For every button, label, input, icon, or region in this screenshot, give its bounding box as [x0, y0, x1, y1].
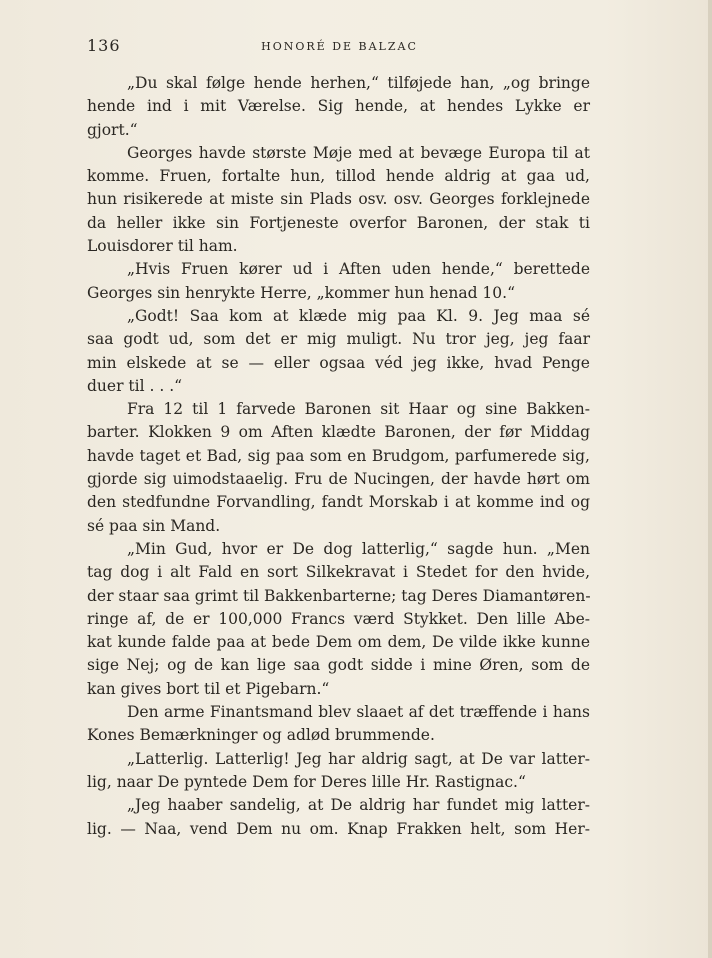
- text-line: „Du skal følge hende herhen,“ tilføjede han, „og bringe: [127, 74, 590, 92]
- running-head: HONORÉ DE BALZAC: [261, 40, 418, 53]
- body-text: [87, 72, 590, 841]
- text-line: havde taget et Bad, sig paa som en Brudgom, parfumerede sig,: [87, 446, 590, 465]
- page-header: [87, 36, 592, 56]
- text-line: hun risikerede at miste sin Plads osv. osv. Georges forklejnede: [87, 190, 590, 209]
- text-line: min elskede at se — eller ogsaa véd jeg ikke, hvad Penge: [87, 353, 590, 372]
- text-line: saa godt ud, som det er mig muligt. Nu tror jeg, jeg faar: [87, 330, 590, 349]
- text-line: lig, naar De pyntede Dem for Deres lille Hr. Rastignac.“: [87, 772, 526, 791]
- text-line: lig. — Naa, vend Dem nu om. Knap Frakken helt, som Her-: [87, 819, 590, 838]
- text-line: Kones Bemærkninger og adlød brummende.: [87, 726, 435, 745]
- text-line: Georges sin henrykte Herre, „kommer hun henad 10.“: [87, 283, 515, 302]
- text-line: da heller ikke sin Fortjeneste overfor Baronen, der stak ti: [87, 213, 590, 232]
- text-line: Georges havde største Møje med at bevæge Europa til at: [127, 143, 590, 162]
- text-line: gjort.“: [87, 120, 138, 139]
- text-line: „Latterlig. Latterlig! Jeg har aldrig sagt, at De var latter-: [127, 749, 590, 768]
- text-line: gjorde sig uimodstaaelig. Fru de Nucingen, der havde hørt om: [87, 470, 590, 489]
- text-line: sé paa sin Mand.: [87, 516, 221, 535]
- text-line: Fra 12 til 1 farvede Baronen sit Haar og sine Bakken-: [127, 400, 590, 419]
- text-line: barter. Klokken 9 om Aften klædte Baronen, der før Middag: [87, 423, 590, 442]
- page-number: 136: [87, 36, 121, 55]
- text-line: Den arme Finantsmand blev slaaet af det træffende i hans: [127, 703, 590, 722]
- page-edge: [708, 0, 712, 958]
- text-line: „Jeg haaber sandelig, at De aldrig har fundet mig latter-: [127, 796, 590, 815]
- text-line: hende ind i mit Værelse. Sig hende, at hendes Lykke er: [87, 97, 590, 116]
- text-line: sige Nej; og de kan lige saa godt sidde i mine Øren, som de: [87, 656, 590, 675]
- text-line: kan gives bort til et Pigebarn.“: [87, 679, 330, 698]
- text-line: Louisdorer til ham.: [87, 237, 238, 256]
- text-line: der staar saa grimt til Bakkenbarterne; tag Deres Diamantøren-: [87, 586, 591, 605]
- text-line: tag dog i alt Fald en sort Silkekravat i Stedet for den hvide,: [87, 563, 590, 582]
- text-line: „Min Gud, hvor er De dog latterlig,“ sagde hun. „Men: [127, 539, 590, 558]
- text-line: komme. Fruen, fortalte hun, tillod hende aldrig at gaa ud,: [87, 167, 590, 186]
- text-line: kat kunde falde paa at bede Dem om dem, De vilde ikke kunne: [87, 633, 590, 652]
- text-line: ringe af, de er 100,000 Francs værd Stykket. Den lille Abe-: [87, 609, 590, 628]
- text-line: den stedfundne Forvandling, fandt Morskab i at komme ind og: [87, 493, 590, 512]
- text-line: duer til . . .“: [87, 376, 183, 395]
- text-line: „Hvis Fruen kører ud i Aften uden hende,“ berettede: [127, 260, 590, 279]
- text-line: „Godt! Saa kom at klæde mig paa Kl. 9. Jeg maa sé: [127, 306, 590, 325]
